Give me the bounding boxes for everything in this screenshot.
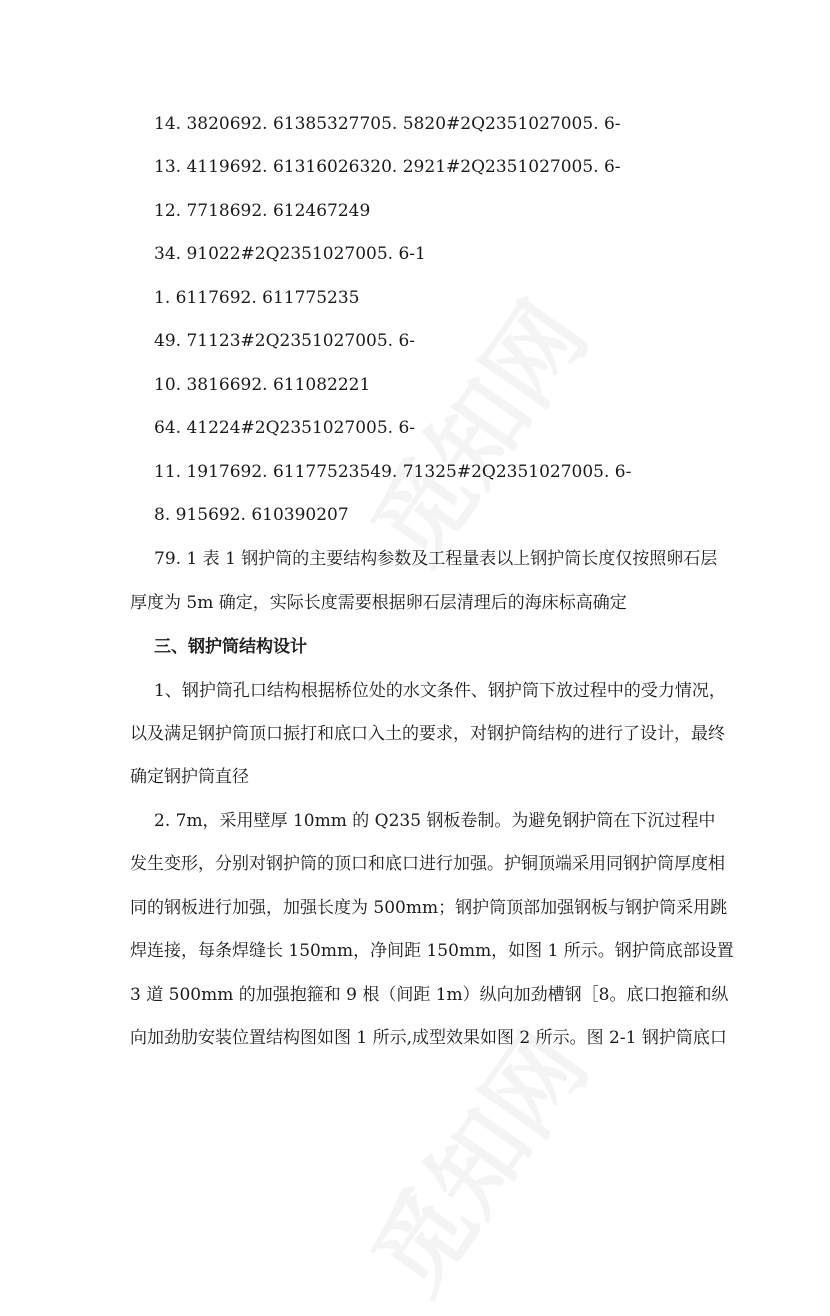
table-note-line: 厚度为 5m 确定，实际长度需要根据卵石层清理后的海床标高确定 [130, 593, 627, 613]
paragraph-line: 以及满足钢护筒顶口振打和底口入土的要求，对钢护筒结构的进行了设计，最终 [130, 724, 725, 744]
number-line: 34. 91022#2Q2351027005. 6-1 [154, 244, 426, 264]
paragraph-line: 同的钢板进行加强，加强长度为 500mm；钢护筒顶部加强钢板与钢护筒采用跳 [130, 898, 728, 918]
paragraph-line: 焊连接，每条焊缝长 150mm，净间距 150mm，如图 1 所示。钢护筒底部设置 [130, 941, 734, 961]
table-note-line: 79. 1 表 1 钢护筒的主要结构参数及工程量表以上钢护筒长度仅按照卵石层 [154, 549, 718, 569]
number-line: 14. 3820692. 61385327705. 5820#2Q2351027005. 6- [154, 114, 621, 134]
paragraph-line: 确定钢护筒直径 [130, 767, 249, 787]
paragraph-line: 发生变形，分别对钢护筒的顶口和底口进行加强。护铜顶端采用同钢护筒厚度相 [130, 854, 725, 874]
section-heading: 三、钢护筒结构设计 [154, 637, 307, 657]
number-line: 64. 41224#2Q2351027005. 6- [154, 418, 416, 438]
number-line: 12. 7718692. 612467249 [154, 201, 371, 221]
paragraph-line: 1、钢护筒孔口结构根据桥位处的水文条件、钢护筒下放过程中的受力情况， [154, 681, 726, 701]
paragraph-line: 3 道 500mm 的加强抱箍和 9 根（间距 1m）纵向加劲槽钢［8。底口抱箍和纵 [130, 985, 729, 1005]
number-line: 49. 71123#2Q2351027005. 6- [154, 331, 416, 351]
number-line: 13. 4119692. 61316026320. 2921#2Q2351027005. 6- [154, 157, 621, 177]
number-line: 11. 1917692. 61177523549. 71325#2Q2351027005. 6- [154, 462, 632, 482]
paragraph-line: 向加劲肋安装位置结构图如图 1 所示,成型效果如图 2 所示。图 2-1 钢护筒底口 [130, 1028, 727, 1048]
number-line: 10. 3816692. 611082221 [154, 375, 371, 395]
paragraph-line: 2. 7m，采用壁厚 10mm 的 Q235 钢板卷制。为避免钢护筒在下沉过程中 [154, 811, 716, 831]
number-line: 8. 915692. 610390207 [154, 505, 349, 525]
number-line: 1. 6117692. 611775235 [154, 288, 360, 308]
